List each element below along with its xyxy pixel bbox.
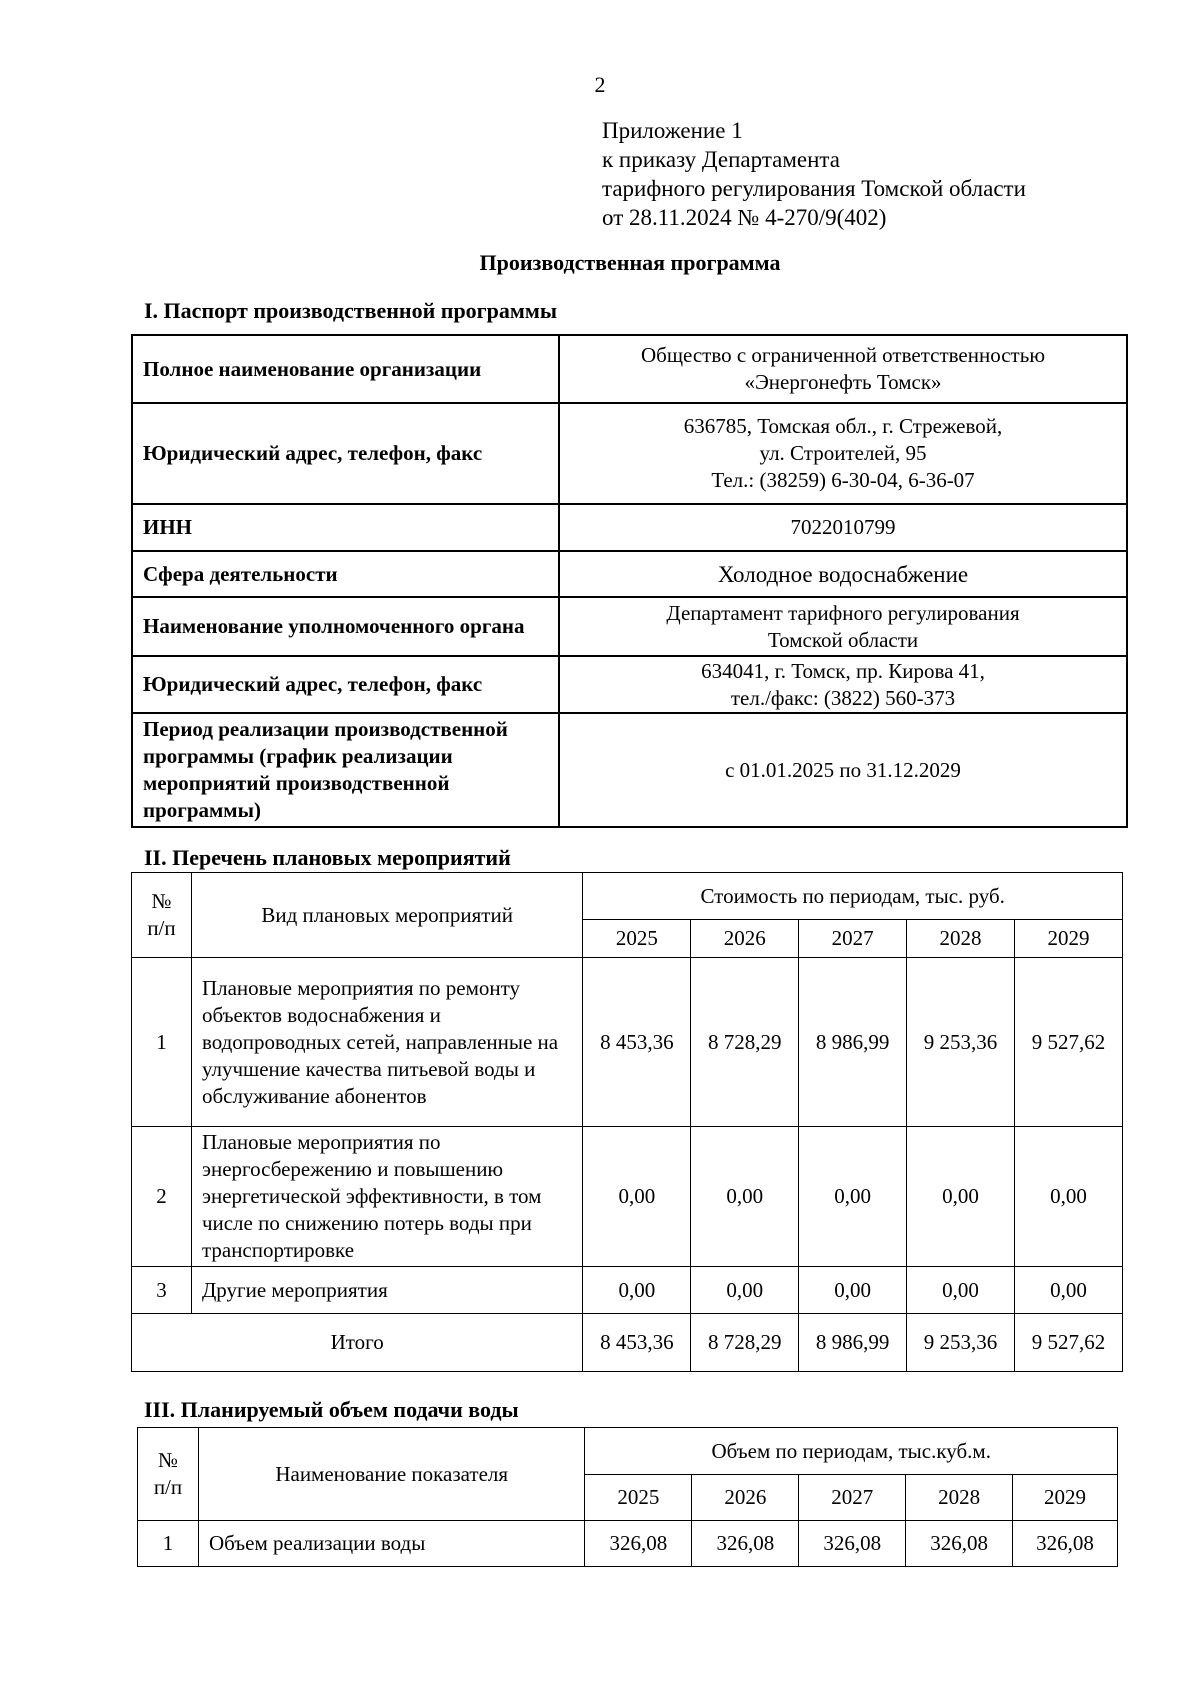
value-line: 636785, Томская обл., г. Стрежевой, [683, 414, 1003, 438]
row-number: 3 [132, 1267, 192, 1314]
header-row [138, 1428, 1118, 1475]
volume-cell: 326,08 [692, 1521, 799, 1567]
passport-row [132, 504, 1127, 551]
passport-row [132, 597, 1127, 656]
cost-cell: 8 453,36 [583, 958, 691, 1127]
total-cell: 9 253,36 [907, 1314, 1015, 1372]
value-line: Томской области [767, 627, 919, 652]
passport-value [559, 656, 1127, 713]
passport-label: Юридический адрес, телефон, факс [132, 656, 559, 713]
year-header: 2026 [692, 1475, 799, 1521]
section-3-heading: III. Планируемый объем подачи воды [144, 1397, 519, 1422]
value-line: Тел.: (38259) 6-30-04, 6-36-07 [711, 468, 975, 492]
section-2-heading: II. Перечень плановых мероприятий [144, 845, 511, 870]
cost-cell: 0,00 [1015, 1127, 1123, 1267]
cost-cell: 9 527,62 [1015, 958, 1123, 1127]
table-row [132, 1127, 1123, 1267]
document-title: Производственная программа [479, 250, 781, 275]
appendix-line: к приказу Департамента [602, 147, 840, 172]
row-number: 1 [132, 958, 192, 1127]
year-header: 2025 [585, 1475, 692, 1521]
year-header: 2028 [907, 920, 1015, 958]
header-row [132, 873, 1123, 920]
cost-cell: 0,00 [907, 1267, 1015, 1314]
year-header: 2026 [691, 920, 799, 958]
value-line: Общество с ограниченной ответственностью [640, 343, 1046, 367]
passport-value [559, 504, 1127, 551]
table-row [138, 1521, 1118, 1567]
cost-cell: 8 986,99 [799, 958, 907, 1127]
passport-row [132, 656, 1127, 713]
cost-cell: 0,00 [583, 1127, 691, 1267]
col-number-header: № п/п [138, 1428, 199, 1521]
cost-cell: 0,00 [691, 1267, 799, 1314]
cost-cell: 0,00 [1015, 1267, 1123, 1314]
value-line: ул. Строителей, 95 [759, 441, 927, 465]
appendix-line: Приложение 1 [602, 118, 743, 143]
water-volume-table [137, 1427, 1118, 1567]
measure-name: Другие мероприятия [191, 1267, 582, 1314]
year-header: 2029 [1015, 920, 1123, 958]
cost-cell: 0,00 [583, 1267, 691, 1314]
total-cell: 9 527,62 [1015, 1314, 1123, 1372]
cost-cell: 8 728,29 [691, 958, 799, 1127]
year-header: 2025 [583, 920, 691, 958]
total-cell: 8 453,36 [583, 1314, 691, 1372]
measures-table [131, 872, 1123, 1372]
passport-value [559, 335, 1127, 403]
passport-value [559, 403, 1127, 504]
value-line: 7022010799 [790, 515, 896, 539]
total-cell: 8 728,29 [691, 1314, 799, 1372]
total-label: Итого [132, 1314, 583, 1372]
appendix-line: тарифного регулирования Томской области [602, 176, 1026, 201]
measure-name: Плановые мероприятия по ремонту объектов водоснабжения и водопроводных сетей, направленные на улучшение качества питьевой воды и обслуживание абонентов [191, 958, 582, 1127]
cost-cell: 0,00 [907, 1127, 1015, 1267]
passport-label: ИНН [132, 504, 559, 551]
value-line: с 01.01.2025 по 31.12.2029 [725, 757, 961, 782]
passport-label: Полное наименование организации [132, 335, 559, 403]
passport-row [132, 403, 1127, 504]
value-line: тел./факс: (3822) 560-373 [730, 685, 956, 710]
passport-label: Сфера деятельности [132, 551, 559, 597]
passport-table [131, 334, 1128, 828]
measure-name: Плановые мероприятия по энергосбережению и повышению энергетической эффективности, в том числе по снижению потерь воды при транспортировке [191, 1127, 582, 1267]
row-number: 2 [132, 1127, 192, 1267]
page-number: 2 [594, 72, 606, 97]
cost-cell: 0,00 [799, 1267, 907, 1314]
year-header: 2028 [906, 1475, 1013, 1521]
passport-row [132, 551, 1127, 597]
col-number-header: № п/п [132, 873, 192, 958]
passport-label: Период реализации производственной программы (график реализации мероприятий производственной программы) [132, 713, 559, 827]
indicator-name: Объем реализации воды [198, 1521, 585, 1567]
section-1-heading: I. Паспорт производственной программы [144, 298, 558, 323]
cost-cell: 9 253,36 [907, 958, 1015, 1127]
year-header: 2029 [1013, 1475, 1118, 1521]
table-row [132, 1267, 1123, 1314]
passport-label: Юридический адрес, телефон, факс [132, 403, 559, 504]
table-row [132, 958, 1123, 1127]
volume-cell: 326,08 [585, 1521, 692, 1567]
year-header: 2027 [799, 920, 907, 958]
col-kind-header: Вид плановых мероприятий [191, 873, 582, 958]
col-volume-header: Объем по периодам, тыс.куб.м. [585, 1428, 1118, 1475]
passport-row [132, 713, 1127, 827]
value-line: «Энергонефть Томск» [744, 370, 942, 394]
volume-cell: 326,08 [906, 1521, 1013, 1567]
year-header: 2027 [799, 1475, 906, 1521]
volume-cell: 326,08 [1013, 1521, 1118, 1567]
value-line: 634041, г. Томск, пр. Кирова 41, [701, 658, 985, 683]
appendix-header [602, 116, 1026, 232]
passport-row [132, 335, 1127, 403]
row-number: 1 [138, 1521, 199, 1567]
cost-cell: 0,00 [799, 1127, 907, 1267]
value-line: Департамент тарифного регулирования [666, 600, 1020, 625]
col-cost-header: Стоимость по периодам, тыс. руб. [583, 873, 1123, 920]
volume-cell: 326,08 [799, 1521, 906, 1567]
total-row [132, 1314, 1123, 1372]
passport-value [559, 597, 1127, 656]
passport-value [559, 713, 1127, 827]
appendix-line: от 28.11.2024 № 4-270/9(402) [602, 205, 887, 230]
cost-cell: 0,00 [691, 1127, 799, 1267]
passport-label: Наименование уполномоченного органа [132, 597, 559, 656]
total-cell: 8 986,99 [799, 1314, 907, 1372]
value-line: Холодное водоснабжение [717, 561, 969, 587]
passport-value [559, 551, 1127, 597]
col-name-header: Наименование показателя [198, 1428, 585, 1521]
